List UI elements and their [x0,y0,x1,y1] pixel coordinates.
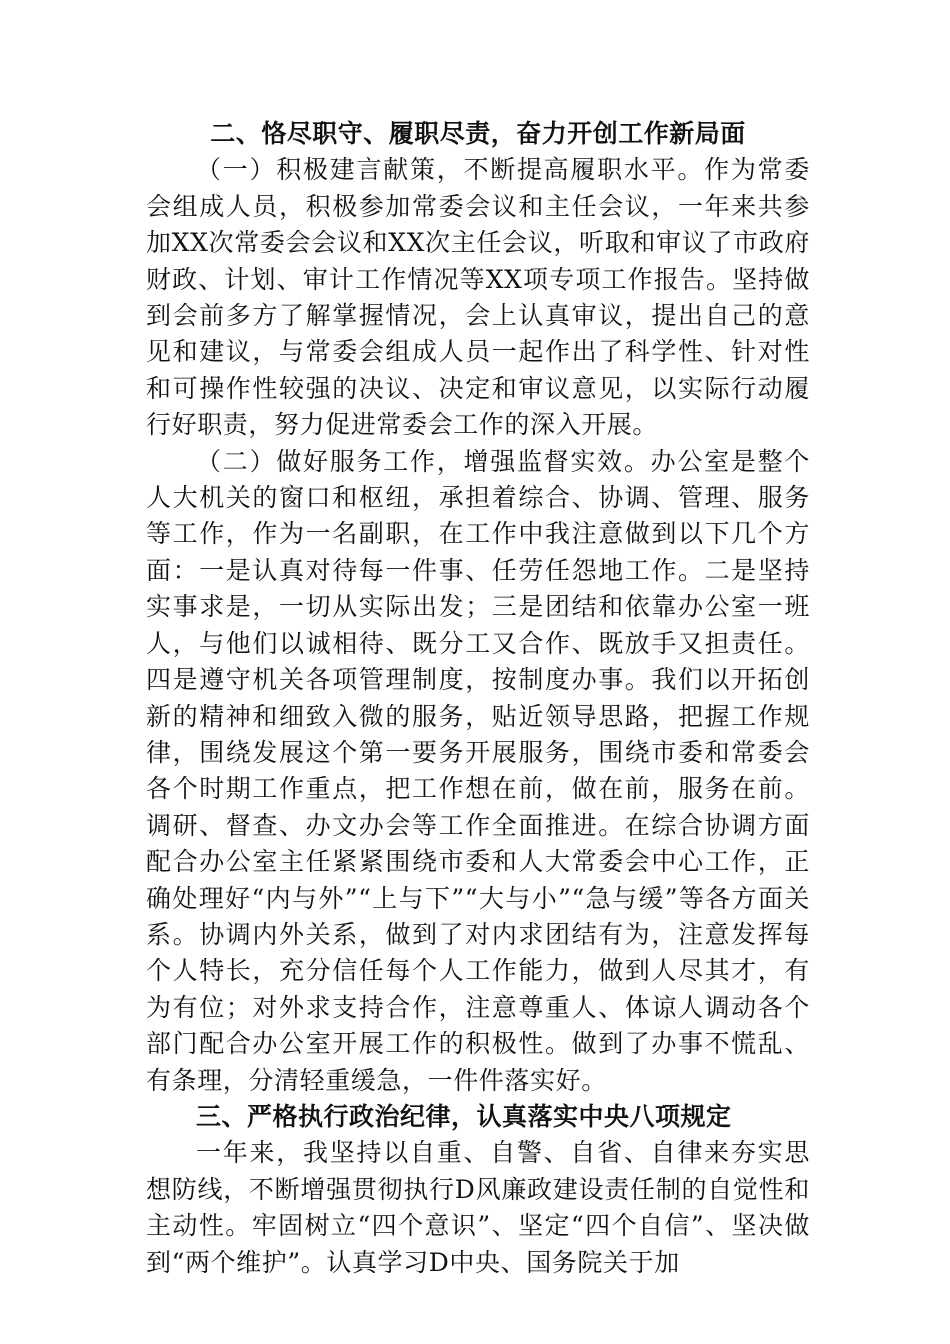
paragraph: （一）积极建言献策，不断提高履职水平。作为常委会组成人员，积极参加常委会议和主任会议，一年来共参加XX次常委会会议和XX次主任会议，听取和审议了市政府财政、计划、审计工作情况等XX项专项工作报告。坚持做到会前多方了解掌握情况，会上认真审议，提出自己的意见和建议，与常委会组成人员一起作出了科学性、针对性和可操作性较强的决议、决定和审议意见，以实际行动履行好职责，努力促进常委会工作的深入开展。 [146,155,810,440]
document-body [146,116,810,1281]
paragraph: （二）做好服务工作，增强监督实效。办公室是整个人大机关的窗口和枢纽，承担着综合、协调、管理、服务等工作，作为一名副职，在工作中我注意做到以下几个方面：一是认真对待每一件事、任劳任怨地工作。二是坚持实事求是，一切从实际出发；三是团结和依靠办公室一班人，与他们以诚相待、既分工又合作、既放手又担责任。四是遵守机关各项管理制度，按制度办事。我们以开拓创新的精神和细致入微的服务，贴近领导思路，把握工作规律，围绕发展这个第一要务开展服务，围绕市委和常委会各个时期工作重点，把工作想在前，做在前，服务在前。调研、督查、办文办会等工作全面推进。在综合协调方面配合办公室主任紧紧围绕市委和人大常委会中心工作，正确处理好“内与外”“上与下”“大与小”“急与缓”等各方面关系。协调内外关系，做到了对内求团结有为，注意发挥每个人特长，充分信任每个人工作能力，做到人尽其才，有为有位；对外求支持合作，注意尊重人、体谅人调动各个部门配合办公室开展工作的积极性。做到了办事不慌乱、有条理，分清轻重缓急，一件件落实好。 [146,446,810,1095]
section-heading: 三、严格执行政治纪律，认真落实中央八项规定 [196,1101,732,1131]
section-heading: 二、恪尽职守、履职尽责，奋力开创工作新局面 [210,119,746,148]
paragraph: 一年来，我坚持以自重、自警、自省、自律来夯实思想防线，不断增强贯彻执行D风廉政建设责任制的自觉性和主动性。牢固树立“四个意识”、坚定“四个自信”、坚决做到“两个维护”。认真学习D中央、国务院关于加 [146,1138,810,1277]
